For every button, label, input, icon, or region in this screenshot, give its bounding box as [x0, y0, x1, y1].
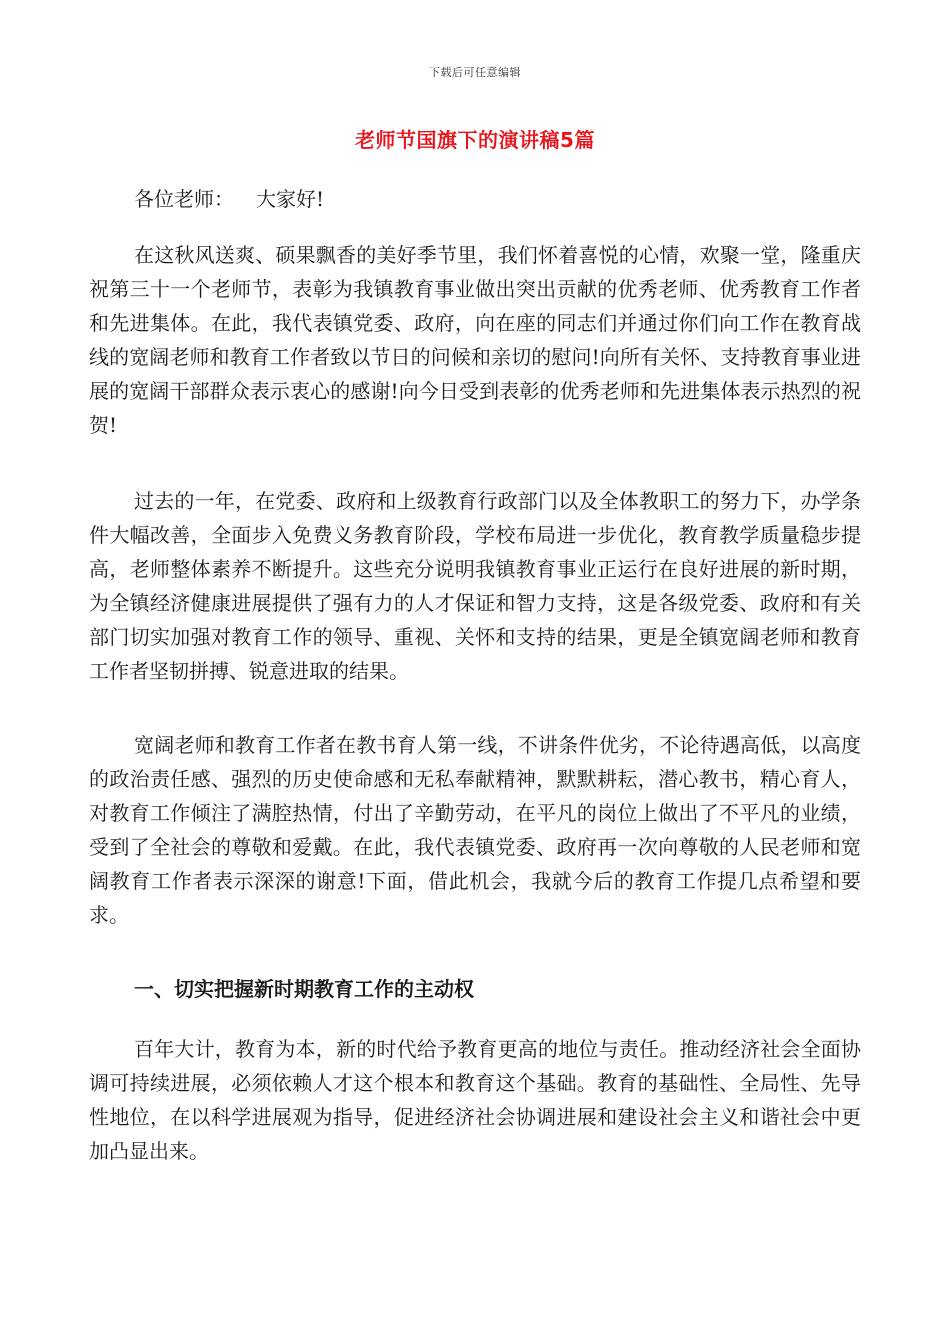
section-heading-1: 一、切实把握新时期教育工作的主动权 — [134, 977, 474, 1001]
paragraph-3: 宽阔老师和教育工作者在教书育人第一线，不讲条件优劣，不论待遇高低，以高度的政治责任感、强烈的历史使命感和无私奉献精神，默默耕耘，潜心教书，精心育人，对教育工作倾注了满腔热情，付出了辛勤劳动，在平凡的岗位上做出了不平凡的业绩，受到了全社会的尊敬和爱戴。在此，我代表镇党委、政府再一次向尊敬的人民老师和宽阔教育工作者表示深深的谢意!下面，借此机会，我就今后的教育工作提几点希望和要求。 — [89, 733, 861, 927]
section-1-paragraph: 百年大计，教育为本，新的时代给予教育更高的地位与责任。推动经济社会全面协调可持续进展，必须依赖人才这个根本和教育这个基础。教育的基础性、全局性、先导性地位，在以科学进展观为指导，促进经济社会协调进展和建设社会主义和谐社会中更加凸显出来。 — [89, 1037, 861, 1163]
paragraph-1: 在这秋风送爽、硕果飘香的美好季节里，我们怀着喜悦的心情，欢聚一堂，隆重庆祝第三十一个老师节，表彰为我镇教育事业做出突出贡献的优秀老师、优秀教育工作者和先进集体。在此，我代表镇党委、政府，向在座的同志们并通过你们向工作在教育战线的宽阔老师和教育工作者致以节日的问候和亲切的慰问!向所有关怀、支持教育事业进展的宽阔干部群众表示衷心的感谢!向今日受到表彰的优秀老师和先进集体表示热烈的祝贺! — [89, 243, 861, 437]
salutation-addressee: 各位老师： — [134, 187, 234, 211]
salutation-greeting: 大家好! — [256, 187, 325, 211]
salutation — [89, 182, 861, 216]
page-header-note: 下载后可任意编辑 — [429, 66, 521, 79]
document-title: 老师节国旗下的演讲稿5篇 — [355, 128, 595, 152]
paragraph-2: 过去的一年，在党委、政府和上级教育行政部门以及全体教职工的努力下，办学条件大幅改善，全面步入免费义务教育阶段，学校布局进一步优化，教育教学质量稳步提高，老师整体素养不断提升。这些充分说明我镇教育事业正运行在良好进展的新时期，为全镇经济健康进展提供了强有力的人才保证和智力支持，这是各级党委、政府和有关部门切实加强对教育工作的领导、重视、关怀和支持的结果，更是全镇宽阔老师和教育工作者坚韧拼搏、锐意进取的结果。 — [89, 489, 861, 683]
